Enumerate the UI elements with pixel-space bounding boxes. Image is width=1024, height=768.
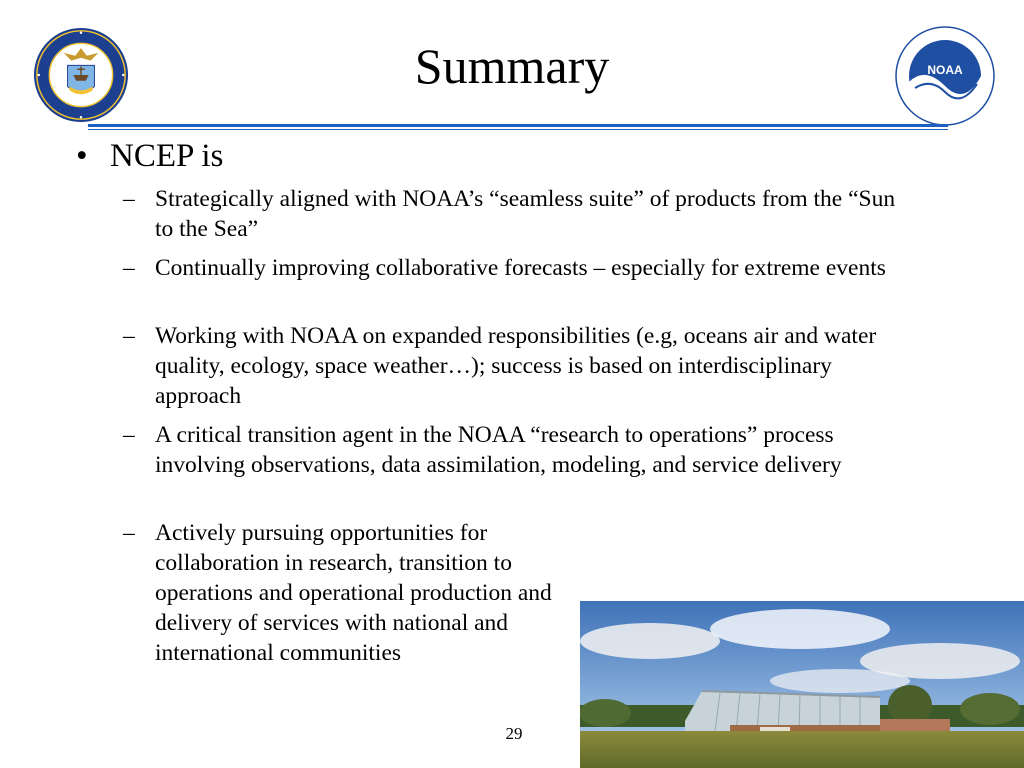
noaa-seal-label: NOAA <box>927 63 963 77</box>
title-rule-thin <box>88 129 948 130</box>
list-item-text: Working with NOAA on expanded responsibilities (e.g, oceans air and water quality, ecology, space weather…); success is based on interdisciplinary approach <box>155 323 877 409</box>
dash-icon: – <box>123 255 135 281</box>
dash-icon: – <box>123 520 135 546</box>
page-title: Summary <box>414 38 610 94</box>
dash-icon: – <box>123 323 135 349</box>
list-item <box>123 420 913 480</box>
page-number: 29 <box>505 724 523 743</box>
list-item-text: Strategically aligned with NOAA’s “seamless suite” of products from the “Sun to the Sea” <box>155 186 896 242</box>
list-item <box>123 184 913 244</box>
list-item-text: Actively pursuing opportunities for collaboration in research, transition to operations and operational production and delivery of services with national and international communities <box>155 520 552 666</box>
building-photo <box>580 601 1024 768</box>
dash-icon: – <box>123 422 135 448</box>
title-rule <box>88 124 948 127</box>
list-item-text: Continually improving collaborative forecasts – especially for extreme events <box>155 255 886 281</box>
list-item-text: A critical transition agent in the NOAA “research to operations” process involving observations, data assimilation, modeling, and service delivery <box>155 422 842 478</box>
list-item <box>123 253 913 283</box>
dash-icon: – <box>123 186 135 212</box>
main-bullet-text: NCEP is <box>110 138 224 174</box>
bullet-dot-icon: • <box>76 138 88 174</box>
main-bullet <box>76 136 223 176</box>
list-item <box>123 518 563 668</box>
list-item <box>123 321 913 411</box>
